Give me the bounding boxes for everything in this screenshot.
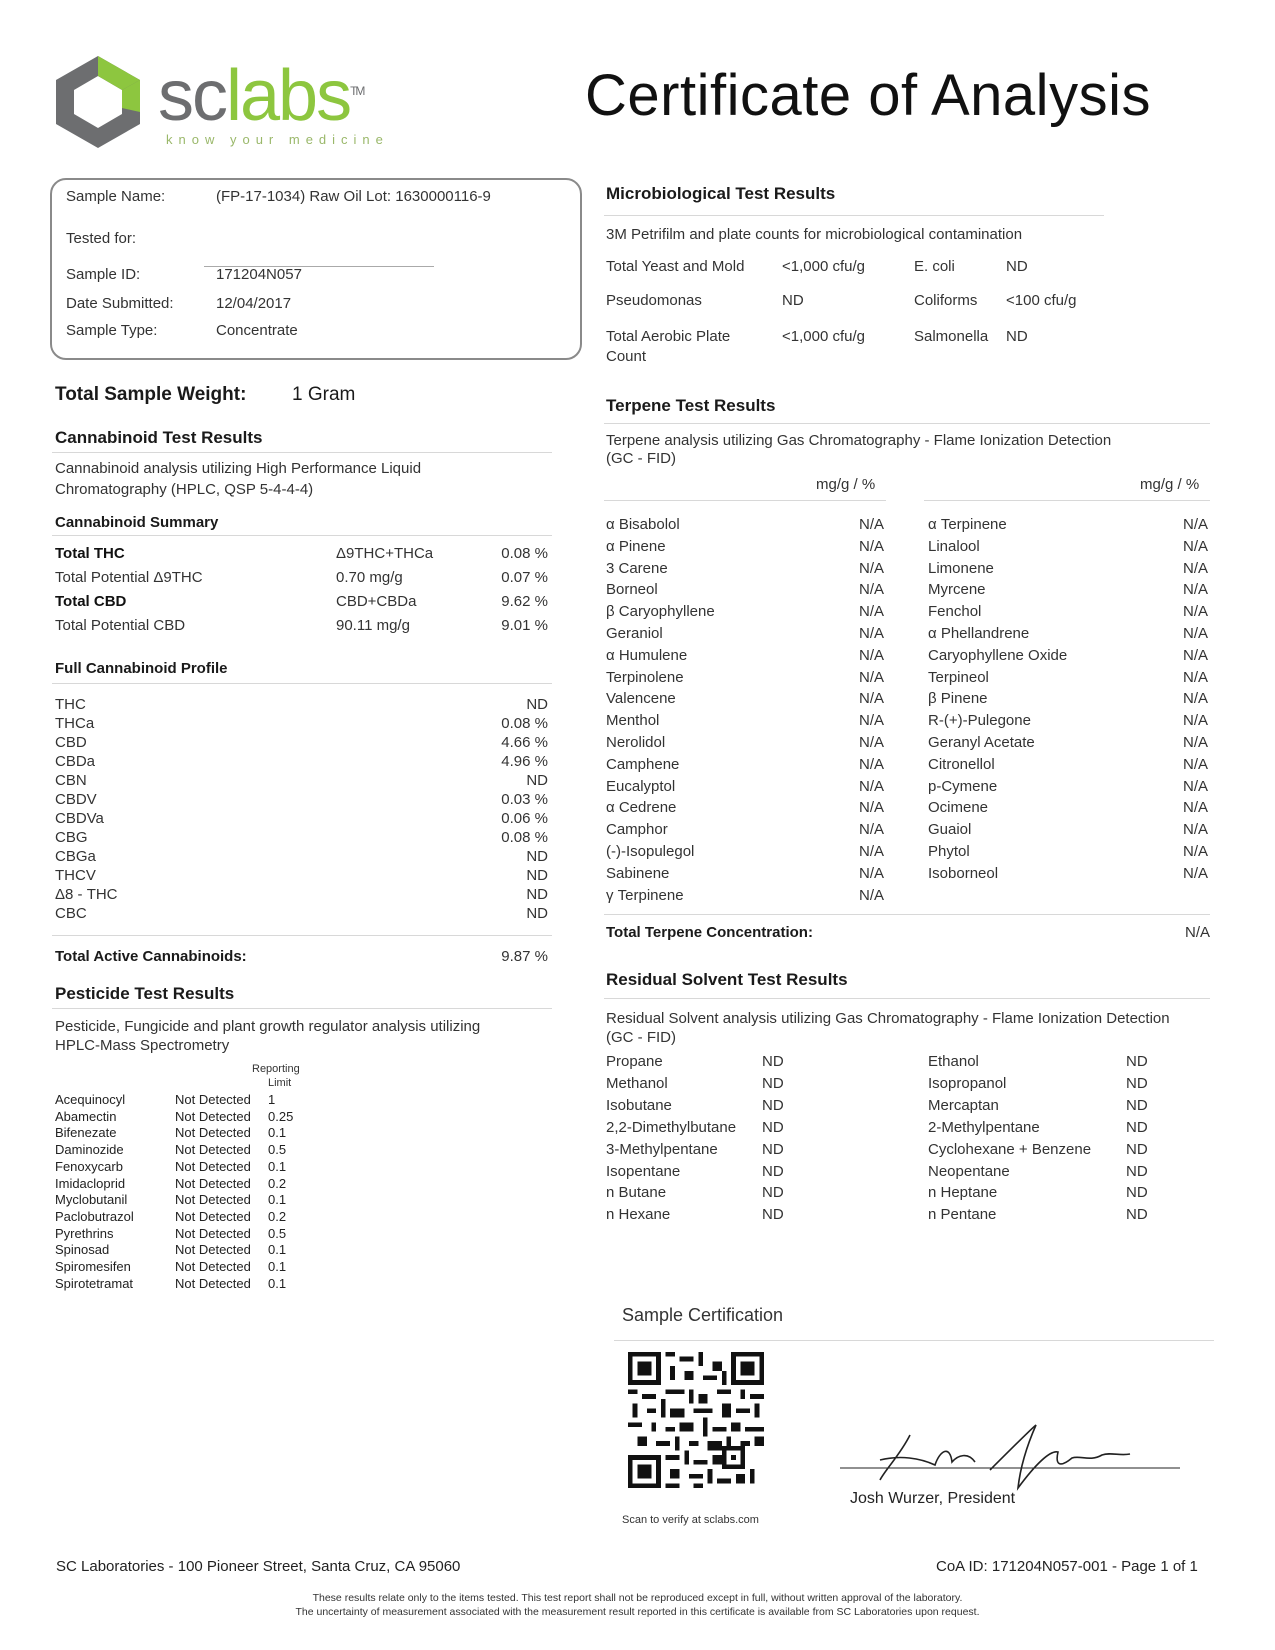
summary-value: 0.08 % — [501, 545, 548, 562]
pesticide-limit: 0.2 — [268, 1175, 287, 1191]
divider — [614, 1340, 1214, 1341]
terpene-value: N/A — [1182, 821, 1208, 839]
cannabinoid-summary-title: Cannabinoid Summary — [55, 514, 219, 531]
sample-name-row: Sample Name: (FP-17-1034) Raw Oil Lot: 1630000116-9 — [66, 188, 491, 205]
divider — [52, 683, 552, 684]
pesticide-name: Spinosad — [55, 1242, 110, 1258]
solvent-value: ND — [1126, 1162, 1148, 1180]
terpene-name: Borneol — [606, 581, 658, 599]
micro-ecoli-label: E. coli — [914, 258, 955, 275]
terpene-name: Myrcene — [928, 581, 986, 599]
pesticide-limit: 0.1 — [268, 1158, 287, 1174]
solvent-title: Residual Solvent Test Results — [606, 970, 848, 989]
terpene-value: N/A — [1182, 625, 1208, 642]
terpene-name: Sabinene — [606, 864, 670, 882]
terpene-value: N/A — [858, 843, 884, 860]
solvent-value: ND — [1126, 1053, 1148, 1070]
terpene-name: Valencene — [606, 690, 676, 708]
summary-value: 9.01 % — [501, 617, 548, 634]
divider — [924, 500, 1210, 501]
terpene-title: Terpene Test Results — [606, 396, 776, 415]
terpene-name: Menthol — [606, 712, 660, 730]
terpene-value: N/A — [858, 603, 884, 621]
micro-aerobic-label-2: Count — [606, 348, 647, 365]
pesticide-name: Abamectin — [55, 1108, 117, 1124]
solvent-value: ND — [1126, 1184, 1148, 1202]
pesticide-limit: 0.5 — [268, 1225, 287, 1241]
sclabs-logo — [48, 52, 408, 152]
solvent-desc-1: Residual Solvent analysis utilizing Gas Chromatography - Flame Ionization Detection — [606, 1010, 1170, 1027]
solvent-value: ND — [1126, 1118, 1148, 1136]
terpene-name: Eucalyptol — [606, 777, 676, 795]
sample-info-box — [50, 178, 582, 360]
profile-name: CBN — [55, 772, 87, 789]
terpene-value: N/A — [858, 864, 884, 882]
sample-type-row: Sample Type: Concentrate — [66, 322, 298, 339]
micro-pseudomonas-label: Pseudomonas — [606, 292, 702, 309]
divider — [604, 998, 1210, 999]
terpene-name: Fenchol — [928, 603, 982, 621]
profile-name: Δ8 - THC — [55, 886, 118, 903]
logo-wordmark: sclabs™ — [158, 56, 364, 136]
profile-value: 4.96 % — [501, 753, 548, 770]
qr-code-icon — [628, 1352, 764, 1488]
terpene-value: N/A — [1182, 603, 1208, 621]
terpene-value: N/A — [1182, 734, 1208, 751]
pesticide-limit: 0.25 — [268, 1108, 294, 1124]
micro-yeast-value: <1,000 cfu/g — [782, 258, 865, 275]
terpene-value: N/A — [858, 821, 884, 839]
profile-value: ND — [526, 696, 548, 713]
pesticide-result: Not Detected — [175, 1259, 251, 1274]
terpene-value: N/A — [858, 734, 884, 751]
solvent-value: ND — [1126, 1140, 1148, 1158]
pesticide-limit: 0.5 — [268, 1142, 287, 1158]
summary-value: 0.07 % — [501, 569, 548, 586]
terpene-value: N/A — [858, 668, 884, 686]
summary-name: Total Potential Δ9THC — [55, 569, 203, 586]
divider — [52, 935, 552, 936]
certification-title: Sample Certification — [622, 1305, 784, 1325]
pesticide-limit: 0.1 — [268, 1125, 287, 1141]
solvent-name: Isobutane — [606, 1096, 672, 1114]
terpene-value: N/A — [858, 712, 884, 730]
summary-name: Total CBD — [55, 593, 127, 610]
terpene-value: N/A — [1182, 864, 1208, 882]
pesticide-result: Not Detected — [175, 1192, 251, 1208]
solvent-name: Isopentane — [606, 1162, 681, 1180]
total-terpene-label: Total Terpene Concentration: — [606, 924, 813, 941]
terpene-name: Ocimene — [928, 799, 989, 817]
solvent-desc-2: (GC - FID) — [606, 1029, 676, 1046]
terpene-value: N/A — [1182, 537, 1208, 555]
signature-icon — [840, 1410, 1180, 1500]
solvent-name: n Heptane — [928, 1184, 998, 1202]
terpene-name: α Bisabolol — [606, 516, 680, 533]
disclaimer-1: These results relate only to the items tested. This test report shall not be reproduced except in full, without written approval of the laboratory. — [312, 1592, 963, 1604]
terpene-value: N/A — [1182, 712, 1208, 730]
divider — [52, 1008, 552, 1009]
solvent-name: Cyclohexane + Benzene — [928, 1140, 1092, 1158]
micro-coliforms-value: <100 cfu/g — [1006, 292, 1077, 309]
pesticide-result: Not Detected — [175, 1225, 251, 1241]
terpene-desc-1: Terpene analysis utilizing Gas Chromatography - Flame Ionization Detection — [606, 432, 1112, 449]
divider — [604, 423, 1210, 424]
profile-name: CBDV — [55, 791, 97, 808]
pesticide-limit: 0.1 — [268, 1275, 287, 1291]
pesticide-name: Acequinocyl — [55, 1092, 126, 1107]
terpene-value: N/A — [858, 799, 884, 817]
profile-name: CBG — [55, 829, 88, 846]
terpene-name: Geraniol — [606, 625, 663, 642]
summary-value: 9.62 % — [501, 593, 548, 610]
pesticide-title: Pesticide Test Results — [55, 984, 235, 1003]
terpene-value: N/A — [1182, 690, 1208, 708]
divider — [604, 914, 1210, 915]
pesticide-name: Daminozide — [55, 1142, 124, 1158]
profile-name: CBDa — [55, 753, 96, 770]
pesticide-name: Spirotetramat — [55, 1275, 134, 1291]
full-profile-title: Full Cannabinoid Profile — [55, 660, 228, 677]
summary-name: Total THC — [55, 545, 125, 562]
pesticide-desc-1: Pesticide, Fungicide and plant growth regulator analysis utilizing — [55, 1018, 481, 1035]
micro-aerobic-value: <1,000 cfu/g — [782, 328, 865, 345]
sample-id-row: Sample ID: 171204N057 — [66, 266, 302, 283]
solvent-name: Neopentane — [928, 1162, 1010, 1180]
solvent-name: Isopropanol — [928, 1074, 1007, 1092]
terpene-name: Caryophyllene Oxide — [928, 646, 1068, 664]
solvent-name: n Pentane — [928, 1206, 997, 1224]
profile-value: 0.08 % — [501, 829, 548, 846]
sample-weight-value: 1 Gram — [292, 384, 356, 405]
terpene-name: β Caryophyllene — [606, 603, 715, 621]
terpene-value: N/A — [858, 755, 884, 773]
terpene-name: β Pinene — [928, 690, 988, 708]
micro-desc: 3M Petrifilm and plate counts for microbiological contamination — [606, 226, 1023, 243]
pesticide-name: Fenoxycarb — [55, 1158, 123, 1174]
terpene-unit-right: mg/g / % — [1140, 476, 1200, 493]
terpene-name: α Pinene — [606, 537, 666, 555]
profile-value: ND — [526, 772, 548, 789]
solvent-value: ND — [762, 1206, 784, 1224]
profile-value: ND — [526, 848, 548, 865]
terpene-name: α Terpinene — [928, 516, 1007, 533]
micro-ecoli-value: ND — [1006, 258, 1028, 275]
profile-value: ND — [526, 867, 548, 884]
terpene-value: N/A — [1182, 843, 1208, 860]
pesticide-limit: 0.1 — [268, 1242, 287, 1258]
divider — [604, 215, 1104, 216]
reporting-limit-header-1: Reporting — [252, 1063, 300, 1075]
profile-name: CBGa — [55, 848, 96, 865]
terpene-value: N/A — [1182, 581, 1208, 599]
profile-value: 0.08 % — [501, 715, 548, 732]
profile-name: THCa — [55, 715, 95, 732]
terpene-value: N/A — [1182, 799, 1208, 817]
terpene-value: N/A — [858, 690, 884, 708]
page-title: Certificate of Analysis — [585, 63, 1151, 128]
micro-aerobic-label-1: Total Aerobic Plate — [606, 328, 731, 345]
pesticide-result: Not Detected — [175, 1158, 251, 1174]
terpene-unit-left: mg/g / % — [816, 476, 876, 493]
terpene-value: N/A — [858, 646, 884, 664]
summary-formula: 90.11 mg/g — [336, 617, 410, 634]
solvent-value: ND — [762, 1140, 784, 1158]
pesticide-result: Not Detected — [175, 1175, 251, 1191]
terpene-value: N/A — [1182, 646, 1208, 664]
terpene-name: p-Cymene — [928, 777, 998, 795]
terpene-name: (-)-Isopulegol — [606, 843, 695, 860]
solvent-name: n Butane — [606, 1184, 667, 1202]
footer-address: SC Laboratories - 100 Pioneer Street, Santa Cruz, CA 95060 — [56, 1558, 461, 1575]
profile-value: 0.06 % — [501, 810, 548, 827]
pesticide-limit: 0.1 — [268, 1259, 287, 1274]
disclaimer-2: The uncertainty of measurement associated with the measurement result reported in this certificate is available from SC Laboratories upon request. — [295, 1606, 980, 1618]
profile-value: 4.66 % — [501, 734, 548, 751]
cannabinoid-desc-1: Cannabinoid analysis utilizing High Performance Liquid — [55, 460, 422, 477]
pesticide-limit: 0.2 — [268, 1208, 287, 1224]
terpene-name: α Humulene — [606, 646, 688, 664]
terpene-name: Camphor — [606, 821, 668, 839]
summary-formula: 0.70 mg/g — [336, 569, 403, 586]
solvent-name: Methanol — [606, 1074, 668, 1092]
solvent-value: ND — [762, 1162, 784, 1180]
terpene-name: Guaiol — [928, 821, 972, 839]
footer-coa-id: CoA ID: 171204N057-001 - Page 1 of 1 — [936, 1558, 1198, 1575]
summary-formula: Δ9THC+THCa — [336, 545, 434, 562]
profile-name: CBC — [55, 905, 87, 922]
terpene-name: Citronellol — [928, 755, 995, 773]
terpene-name: Camphene — [606, 755, 680, 773]
pesticide-name: Pyrethrins — [55, 1225, 114, 1241]
terpene-value: N/A — [1182, 668, 1208, 686]
solvent-name: Mercaptan — [928, 1096, 999, 1114]
terpene-name: Geranyl Acetate — [928, 734, 1035, 751]
terpene-value: N/A — [1182, 755, 1208, 773]
pesticide-name: Bifenezate — [55, 1125, 117, 1141]
reporting-limit-header-2: Limit — [268, 1077, 292, 1089]
terpene-name: R-(+)-Pulegone — [928, 712, 1031, 730]
pesticide-result: Not Detected — [175, 1108, 251, 1124]
micro-salmonella-label: Salmonella — [914, 328, 989, 345]
signer-name: Josh Wurzer, President — [850, 1490, 1016, 1507]
terpene-value: N/A — [858, 886, 884, 904]
terpene-value: N/A — [1182, 516, 1208, 533]
divider — [52, 452, 552, 453]
date-submitted-row: Date Submitted: 12/04/2017 — [66, 295, 292, 312]
pesticide-limit: 0.1 — [268, 1192, 287, 1208]
solvent-value: ND — [762, 1096, 784, 1114]
terpene-name: 3 Carene — [606, 559, 668, 577]
terpene-name: Terpinolene — [606, 668, 684, 686]
divider — [52, 535, 552, 536]
terpene-name: Isoborneol — [928, 864, 999, 882]
terpene-value: N/A — [1182, 559, 1208, 577]
terpene-name: Linalool — [928, 537, 980, 555]
pesticide-name: Myclobutanil — [55, 1192, 128, 1208]
profile-value: ND — [526, 886, 548, 903]
micro-coliforms-label: Coliforms — [914, 292, 978, 309]
pesticide-name: Spiromesifen — [55, 1259, 131, 1274]
terpene-value: N/A — [858, 581, 884, 599]
solvent-name: 3-Methylpentane — [606, 1140, 718, 1158]
solvent-value: ND — [1126, 1096, 1148, 1114]
terpene-name: Limonene — [928, 559, 994, 577]
total-active-value: 9.87 % — [501, 948, 548, 965]
profile-value: 0.03 % — [501, 791, 548, 808]
pesticide-result: Not Detected — [175, 1208, 251, 1224]
pesticide-result: Not Detected — [175, 1275, 251, 1291]
profile-value: ND — [526, 905, 548, 922]
pesticide-result: Not Detected — [175, 1242, 251, 1258]
solvent-name: Ethanol — [928, 1053, 979, 1070]
profile-name: THCV — [55, 867, 96, 884]
micro-pseudomonas-value: ND — [782, 292, 804, 309]
solvent-value: ND — [762, 1118, 784, 1136]
hexagon-logo-icon — [48, 52, 148, 152]
summary-name: Total Potential CBD — [55, 617, 186, 634]
divider — [604, 500, 886, 501]
terpene-name: α Phellandrene — [928, 625, 1030, 642]
qr-scan-text: Scan to verify at sclabs.com — [622, 1514, 759, 1526]
total-terpene-value: N/A — [1184, 924, 1210, 941]
pesticide-name: Imidacloprid — [55, 1175, 126, 1191]
sample-weight-label: Total Sample Weight: — [55, 384, 247, 405]
cannabinoid-desc-2: Chromatography (HPLC, QSP 5-4-4-4) — [55, 481, 314, 498]
solvent-value: ND — [762, 1184, 784, 1202]
solvent-name: 2-Methylpentane — [928, 1118, 1040, 1136]
pesticide-limit: 1 — [268, 1092, 276, 1107]
terpene-desc-2: (GC - FID) — [606, 450, 676, 467]
terpene-value: N/A — [858, 777, 884, 795]
solvent-value: ND — [762, 1074, 784, 1092]
total-active-label: Total Active Cannabinoids: — [55, 948, 247, 965]
tested-for-row: Tested for: — [66, 230, 137, 247]
profile-name: CBD — [55, 734, 87, 751]
terpene-value: N/A — [1182, 777, 1208, 795]
pesticide-name: Paclobutrazol — [55, 1208, 134, 1224]
terpene-name: Terpineol — [928, 668, 989, 686]
micro-title: Microbiological Test Results — [606, 184, 836, 203]
micro-salmonella-value: ND — [1006, 328, 1028, 345]
terpene-name: Nerolidol — [606, 734, 666, 751]
solvent-name: 2,2-Dimethylbutane — [606, 1118, 737, 1136]
summary-formula: CBD+CBDa — [336, 593, 417, 610]
solvent-name: Propane — [606, 1053, 663, 1070]
solvent-value: ND — [762, 1053, 784, 1070]
terpene-value: N/A — [858, 537, 884, 555]
solvent-value: ND — [1126, 1206, 1148, 1224]
terpene-value: N/A — [858, 559, 884, 577]
cannabinoid-title: Cannabinoid Test Results — [55, 428, 263, 447]
pesticide-result: Not Detected — [175, 1125, 251, 1141]
solvent-value: ND — [1126, 1074, 1148, 1092]
terpene-name: Phytol — [928, 843, 970, 860]
terpene-value: N/A — [858, 625, 884, 642]
terpene-name: α Cedrene — [606, 799, 677, 817]
micro-yeast-label: Total Yeast and Mold — [606, 258, 745, 275]
pesticide-result: Not Detected — [175, 1092, 251, 1107]
profile-name: CBDVa — [55, 810, 104, 827]
pesticide-result: Not Detected — [175, 1142, 251, 1158]
profile-name: THC — [55, 696, 86, 713]
solvent-name: n Hexane — [606, 1206, 671, 1224]
terpene-name: γ Terpinene — [606, 886, 684, 904]
terpene-value: N/A — [858, 516, 884, 533]
pesticide-desc-2: HPLC-Mass Spectrometry — [55, 1037, 230, 1054]
logo-tagline: know your medicine — [166, 132, 389, 147]
